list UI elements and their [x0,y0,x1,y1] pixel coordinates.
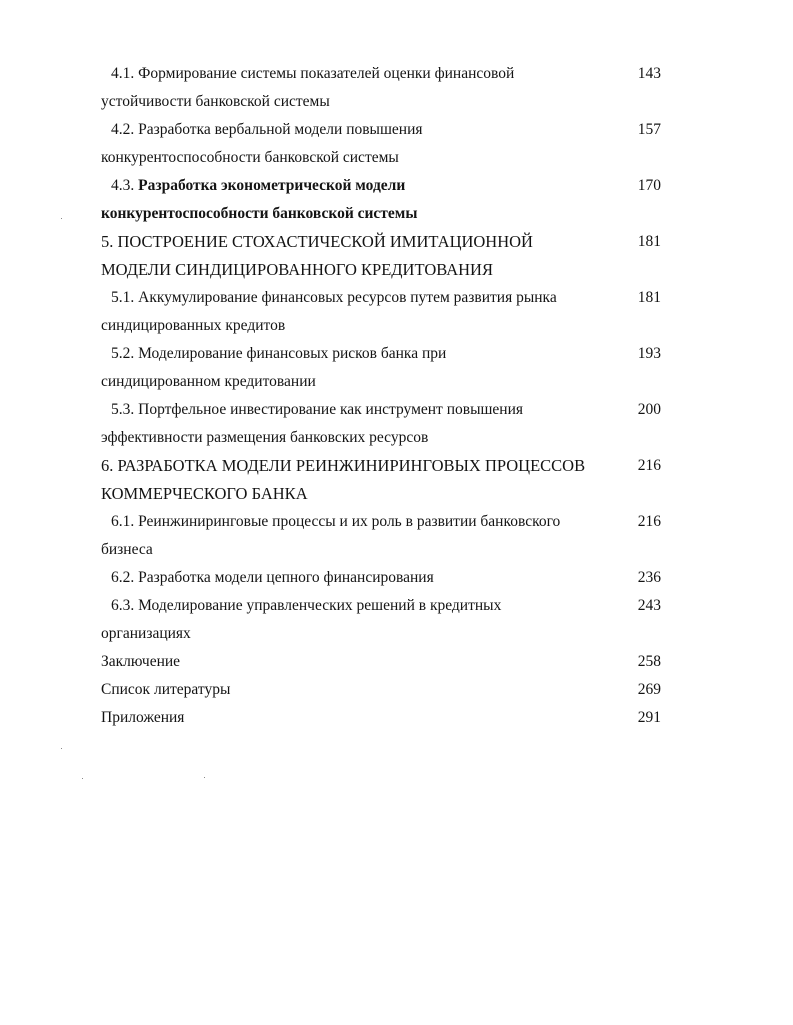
toc-entry-line1: Портфельное инвестирование как инструмент повышения [138,401,524,418]
toc-page-number: 193 [637,345,661,362]
toc-entry-title [101,508,611,564]
toc-entry-6-3[interactable] [101,592,661,648]
toc-entry-line2: КОММЕРЧЕСКОГО БАНКА [101,484,308,503]
toc-entry-title [101,564,611,592]
toc-page-number: 269 [637,681,661,698]
toc-entry-title [101,452,611,508]
toc-page-number: 200 [637,401,661,418]
toc-entry-number: 5.1. [111,289,135,306]
toc-entry-conclusion[interactable] [101,648,661,676]
toc-entry-title: Список литературы [101,681,231,698]
toc-entry-line2: организациях [101,625,191,642]
toc-entry-line2: эффективности размещения банковских ресурсов [101,429,429,446]
toc-entry-line1: Реинжиниринговые процессы и их роль в развитии банковского [138,513,561,530]
toc-page-number: 216 [637,457,661,474]
toc-entry-title: Заключение [101,653,181,670]
toc-entry-6-2[interactable] [101,564,661,592]
table-of-contents [101,60,661,732]
toc-entry-title [101,592,611,648]
toc-entry-title [101,60,611,116]
toc-entry-line1: Разработка модели цепного финансирования [138,569,434,586]
toc-page-number: 181 [637,233,661,250]
toc-entry-line1: Разработка вербальной модели повышения [138,121,423,138]
toc-entry-line2: конкурентоспособности банковской системы [101,149,399,166]
toc-entry-line1: Моделирование управленческих решений в кредитных [138,597,502,614]
toc-entry-references[interactable] [101,676,661,704]
toc-entry-appendices[interactable] [101,704,661,732]
toc-entry-6-1[interactable] [101,508,661,564]
toc-entry-4-2[interactable] [101,116,661,172]
toc-entry-4-1[interactable] [101,60,661,116]
toc-page-number: 181 [637,289,661,306]
toc-entry-number: 6.2. [111,569,135,586]
toc-entry-4-3[interactable] [101,172,661,228]
toc-entry-line1: Аккумулирование финансовых ресурсов путем развития рынка [138,289,557,306]
toc-entry-number: 5.2. [111,345,135,362]
toc-entry-title [101,172,611,228]
toc-page-number: 258 [637,653,661,670]
toc-page-number: 236 [637,569,661,586]
toc-entry-number: 6.1. [111,513,135,530]
toc-entry-line1: Разработка эконометрической модели [138,177,406,194]
toc-entry-5-2[interactable] [101,340,661,396]
scan-speck [204,777,205,778]
toc-entry-number: 6.3. [111,597,135,614]
toc-entry-line1: 6. РАЗРАБОТКА МОДЕЛИ РЕИНЖИНИРИНГОВЫХ ПРОЦЕССОВ [101,456,586,475]
toc-entry-line2: конкурентоспособности банковской системы [101,205,418,222]
toc-entry-title [101,116,611,172]
toc-entry-number: 4.2. [111,121,135,138]
toc-chapter-6[interactable] [101,452,661,508]
toc-entry-number: 4.1. [111,65,135,82]
toc-entry-title [101,228,611,284]
toc-entry-line1: Формирование системы показателей оценки финансовой [138,65,515,82]
toc-entry-line2: устойчивости банковской системы [101,93,330,110]
scan-speck [61,748,62,749]
toc-page-number: 170 [637,177,661,194]
toc-page-number: 157 [637,121,661,138]
scan-speck [82,778,83,779]
toc-page-number: 216 [637,513,661,530]
toc-entry-number: 5.3. [111,401,135,418]
toc-entry-line2: МОДЕЛИ СИНДИЦИРОВАННОГО КРЕДИТОВАНИЯ [101,260,493,279]
toc-entry-number: 4.3. [111,177,135,194]
toc-entry-line1: Моделирование финансовых рисков банка при [138,345,447,362]
toc-entry-title: Приложения [101,709,185,726]
toc-entry-5-3[interactable] [101,396,661,452]
toc-entry-5-1[interactable] [101,284,661,340]
toc-entry-title [101,396,611,452]
toc-page-number: 291 [637,709,661,726]
toc-entry-title [101,340,611,396]
toc-entry-line2: синдицированном кредитовании [101,373,316,390]
toc-entry-line2: бизнеса [101,541,153,558]
toc-entry-title [101,284,611,340]
toc-entry-line1: 5. ПОСТРОЕНИЕ СТОХАСТИЧЕСКОЙ ИМИТАЦИОННОЙ [101,232,533,251]
toc-page-number: 143 [637,65,661,82]
toc-entry-line2: синдицированных кредитов [101,317,286,334]
toc-chapter-5[interactable] [101,228,661,284]
scan-speck [61,218,62,219]
toc-page-number: 243 [637,597,661,614]
